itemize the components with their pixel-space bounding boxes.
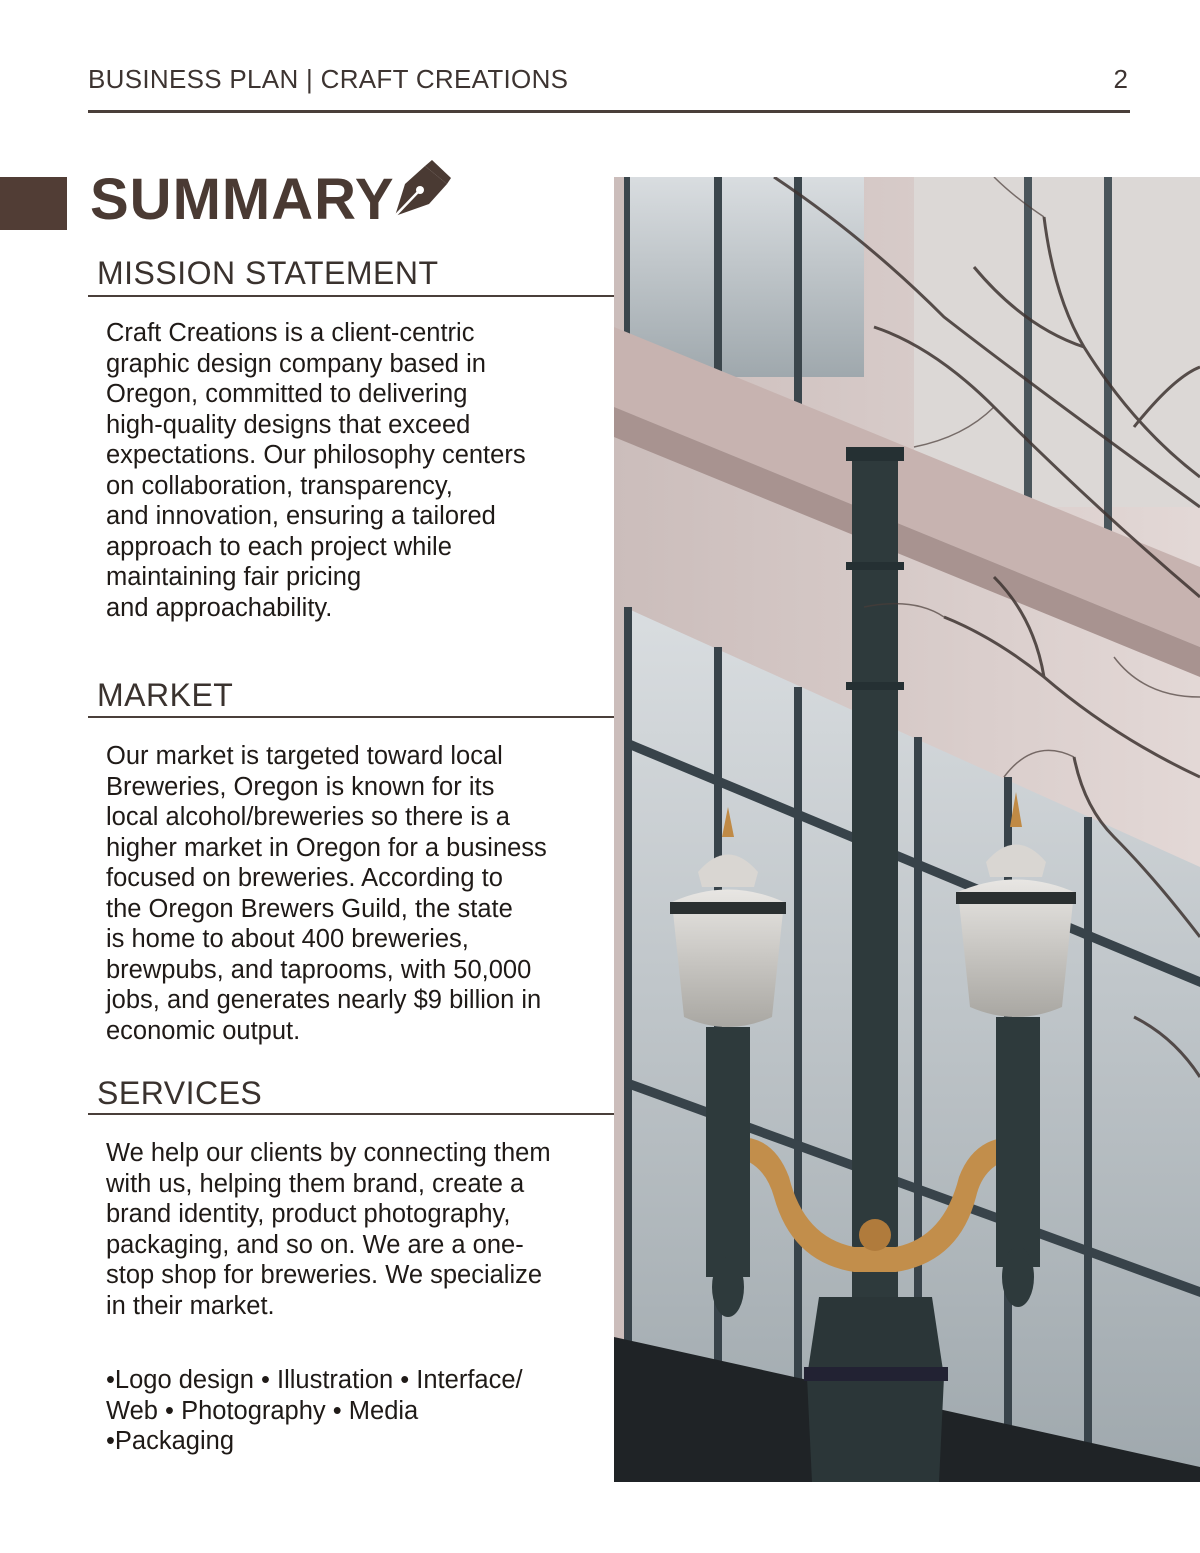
text-line: packaging, and so on. We are a one- (106, 1230, 524, 1259)
services-divider (88, 1113, 614, 1115)
text-line: higher market in Oregon for a business (106, 833, 547, 862)
text-line: Breweries, Oregon is known for its (106, 772, 495, 801)
text-line: brewpubs, and taprooms, with 50,000 (106, 955, 532, 984)
services-text (106, 1138, 601, 1321)
street-lamp-photo (614, 177, 1200, 1482)
text-line: Oregon, committed to delivering (106, 380, 468, 408)
services-list (106, 1365, 601, 1457)
text-line: is home to about 400 breweries, (106, 925, 469, 953)
text-line: local alcohol/breweries so there is a (106, 803, 510, 831)
text-line: stop shop for breweries. We specialize (106, 1261, 543, 1289)
market-divider (88, 716, 614, 718)
text-line: expectations. Our philosophy centers (106, 441, 526, 469)
market-text (106, 741, 601, 1046)
header-divider (88, 110, 1130, 113)
photo-illustration (614, 177, 1200, 1482)
list-line: Web • Photography • Media (106, 1396, 419, 1425)
page-title: SUMMARY (90, 167, 395, 232)
text-line: with us, helping them brand, create a (106, 1169, 525, 1198)
text-line: maintaining fair pricing (106, 563, 362, 591)
text-line: on collaboration, transparency, (106, 471, 453, 500)
services-heading: SERVICES (97, 1075, 263, 1111)
text-line: approach to each project while (106, 532, 452, 561)
list-line: •Packaging (106, 1427, 235, 1455)
mission-statement-heading: MISSION STATEMENT (97, 255, 439, 291)
text-line: Craft Creations is a client-centric (106, 319, 475, 347)
header-title: BUSINESS PLAN | CRAFT CREATIONS (88, 64, 569, 94)
text-line: and approachability. (106, 593, 333, 622)
text-line: We help our clients by connecting them (106, 1139, 551, 1167)
mission-statement-divider (88, 295, 614, 297)
title-accent-block (0, 177, 67, 230)
text-line: in their market. (106, 1291, 275, 1320)
list-line: •Logo design • Illustration • Interface/ (106, 1366, 523, 1394)
text-line: economic output. (106, 1016, 301, 1045)
text-line: brand identity, product photography, (106, 1200, 511, 1228)
market-heading: MARKET (97, 677, 234, 713)
text-line: and innovation, ensuring a tailored (106, 502, 496, 530)
text-line: focused on breweries. According to (106, 864, 503, 892)
text-line: Our market is targeted toward local (106, 742, 503, 770)
text-line: the Oregon Brewers Guild, the state (106, 894, 513, 923)
fountain-pen-nib-icon (385, 158, 451, 224)
text-line: high-quality designs that exceed (106, 410, 471, 439)
page-number: 2 (1113, 64, 1128, 94)
text-line: jobs, and generates nearly $9 billion in (106, 986, 542, 1014)
text-line: graphic design company based in (106, 349, 486, 378)
mission-statement-text (106, 318, 601, 623)
